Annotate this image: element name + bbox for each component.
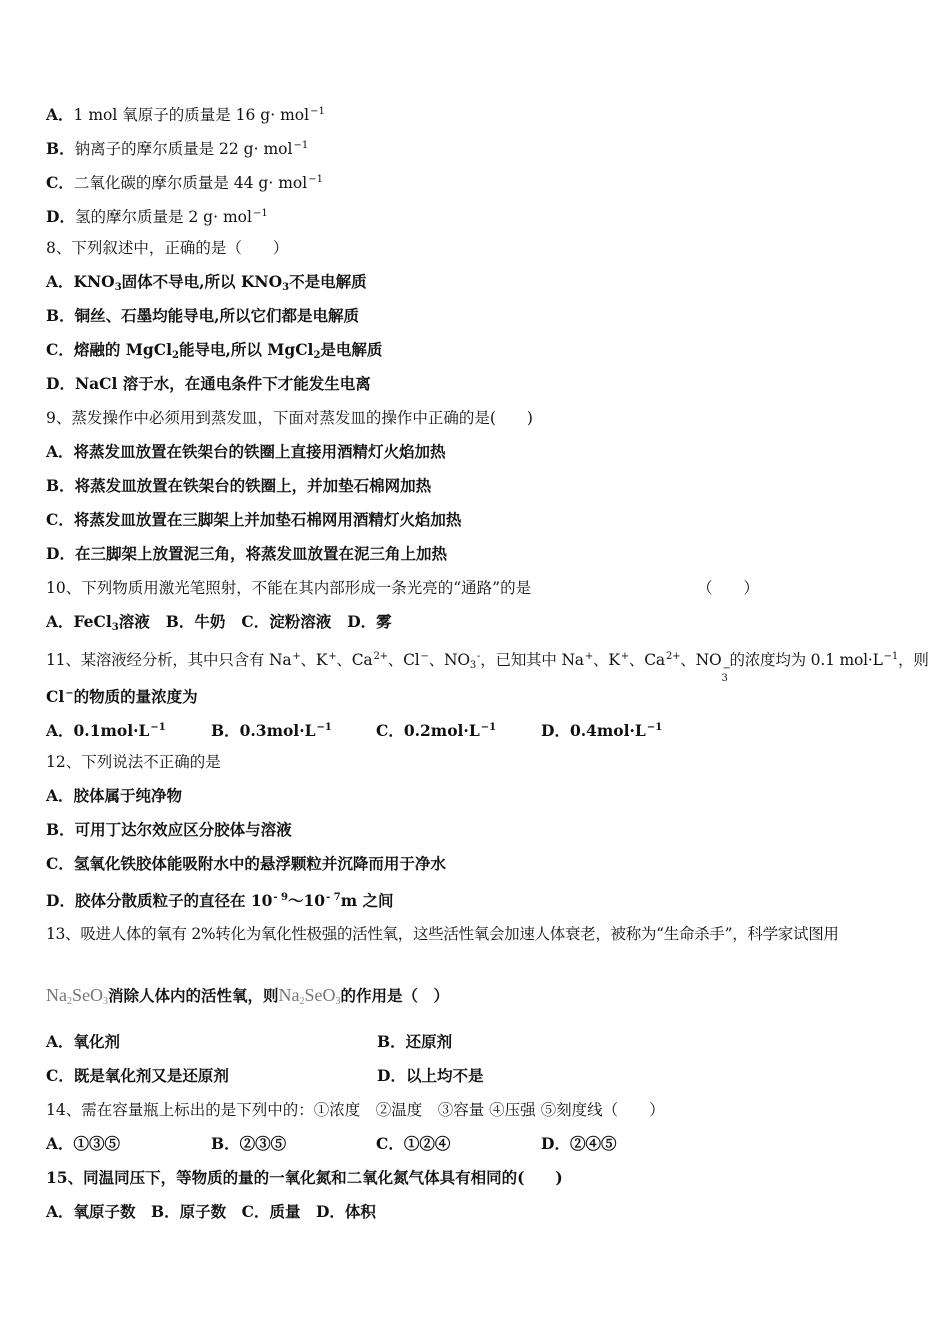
q8-option-d: D．NaCl 溶于水，在通电条件下才能发生电离	[46, 374, 371, 393]
q8-stem: 8、下列叙述中，正确的是（ ）	[46, 239, 289, 257]
q13-option-b: B．还原剂	[377, 1032, 453, 1051]
q13-stem: 13、吸进人体的氧有 2%转化为氧化性极强的活性氧，这些活性氧会加速人体衰老，被称为“生命杀手”，科学家试图用	[46, 925, 839, 943]
q11-option-c: C．$0.2mol\cdot L^{-1}$	[376, 721, 497, 740]
q10-option-b: B．牛奶	[165, 612, 226, 631]
q10-option-c: C．淀粉溶液	[241, 612, 332, 631]
q14-option-a: A．①③⑤	[46, 1134, 121, 1153]
q10-answer-paren: （ ）	[697, 579, 760, 597]
q9-stem: 9、蒸发操作中必须用到蒸发皿，下面对蒸发皿的操作中正确的是( )	[46, 409, 533, 427]
q8-option-c: C．熔融的 MgCl$_2$能导电,所以 MgCl$_2$是电解质	[46, 340, 383, 361]
q11-stem-line2: Cl−的物质的量浓度为	[46, 687, 198, 706]
q12-stem: 12、下列说法不正确的是	[46, 753, 221, 771]
q10-options	[46, 612, 392, 638]
q15-options: A．氧原子数 B．原子数 C．质量 D．体积	[46, 1202, 376, 1221]
q13-option-c: C．既是氧化剂又是还原剂	[46, 1066, 229, 1085]
q15-stem: 15、同温同压下，等物质的量的一氧化氮和二氧化氮气体具有相同的( )	[46, 1168, 563, 1187]
q11-option-a: A．$0.1mol\cdot L^{-1}$	[46, 721, 166, 740]
q11-option-b: B．$0.3mol\cdot L^{-1}$	[211, 721, 332, 740]
q11-options	[46, 718, 662, 741]
q7-option-a: A．1 mol 氧原子的质量是 16 g· mol$^{-1}$	[46, 105, 325, 124]
q14-option-d: D．②④⑤	[541, 1134, 617, 1153]
q7-option-b: B．钠离子的摩尔质量是 22 g· mol$^{-1}$	[46, 139, 309, 158]
q9-option-d: D．在三脚架上放置泥三角，将蒸发皿放置在泥三角上加热	[46, 544, 447, 563]
q11-option-d: D．$0.4mol\cdot L^{-1}$	[541, 721, 663, 740]
q13-formula-2: $Na_2SeO_3$	[278, 985, 341, 1007]
q13-option-a: A．氧化剂	[46, 1032, 121, 1051]
q14-options	[46, 1134, 616, 1154]
q8-option-a: A．$KNO_3$固体不导电,所以 $KNO_3$不是电解质	[46, 272, 367, 293]
q13-options-row2	[46, 1066, 483, 1086]
q11-stem-line1: 11、某溶液经分析，其中只含有 Na+、K+、$Ca^{2+}$、Cl−、$NO_3^-$，已知其中 Na+、K+、$Ca^{2+}$、NO − 3 的浓度均为 0.1 $mol\cdot L^{-1}$，则	[46, 651, 929, 684]
q13-stem-line2: $Na_2SeO_3$消除人体内的活性氧，则$Na_2SeO_3$的作用是（ ）	[46, 985, 450, 1007]
q12-option-d: D．胶体分散质粒子的直径在 $10^{- 9}\sim 10^{- 7}m$ 之间	[46, 891, 394, 910]
q9-option-a: A．将蒸发皿放置在铁架台的铁圈上直接用酒精灯火焰加热	[46, 442, 446, 461]
q12-option-b: B．可用丁达尔效应区分胶体与溶液	[46, 820, 292, 839]
q13-options-row1	[46, 1032, 452, 1052]
q7-option-d: D．氢的摩尔质量是 2 g· mol$^{-1}$	[46, 207, 268, 226]
q8-option-b: B．铜丝、石墨均能导电,所以它们都是电解质	[46, 306, 359, 325]
q13-option-d: D．以上均不是	[377, 1066, 484, 1085]
q9-option-b: B．将蒸发皿放置在铁架台的铁圈上，并加垫石棉网加热	[46, 476, 432, 495]
q13-formula-1: $Na_2SeO_3$	[46, 985, 108, 1007]
q14-stem: 14、需在容量瓶上标出的是下列中的：①浓度 ②温度 ③容量 ④压强 ⑤刻度线（ ）	[46, 1101, 665, 1119]
q12-option-c: C．氢氧化铁胶体能吸附水中的悬浮颗粒并沉降而用于净水	[46, 854, 446, 873]
q7-option-c: C．二氧化碳的摩尔质量是 44 g· mol$^{-1}$	[46, 173, 323, 192]
q12-option-a: A．胶体属于纯净物	[46, 786, 183, 805]
q9-option-c: C．将蒸发皿放置在三脚架上并加垫石棉网用酒精灯火焰加热	[46, 510, 462, 529]
q10-stem: 10、下列物质用激光笔照射，不能在其内部形成一条光亮的“通路”的是 （ ）	[46, 579, 760, 597]
q10-option-a: A．FeCl$_3$溶液	[46, 612, 150, 633]
q14-option-c: C．①②④	[376, 1134, 451, 1153]
q10-option-d: D．雾	[347, 612, 392, 631]
q14-option-b: B．②③⑤	[211, 1134, 287, 1153]
